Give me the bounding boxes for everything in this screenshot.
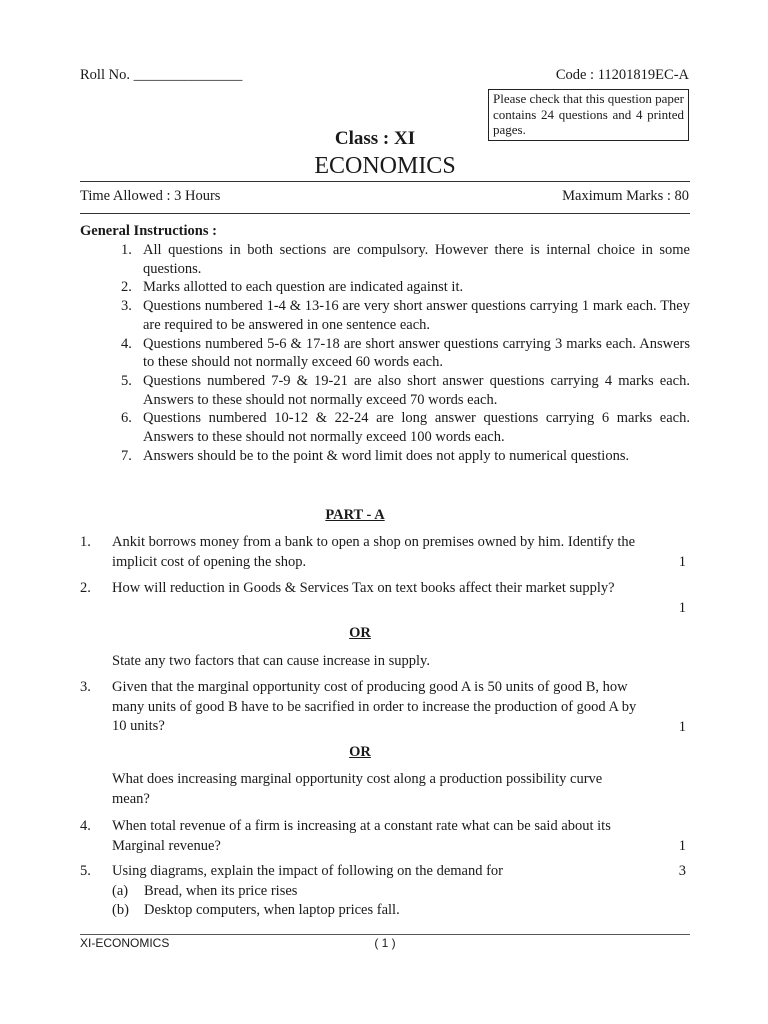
notice-box: Please check that this question paper contains 24 questions and 4 printed pages. (488, 89, 689, 141)
question-2 (80, 579, 690, 616)
question-text: State any two factors that can cause increase in supply. (112, 653, 430, 669)
sub-question-list (112, 882, 639, 921)
question-marks: 1 (678, 719, 686, 735)
instructions-list (80, 241, 690, 465)
question-number: 4. (80, 818, 91, 834)
question-marks: 1 (678, 554, 686, 570)
question-text: What does increasing marginal opportunity cost along a production possibility curve mean? (112, 771, 603, 807)
maximum-marks: Maximum Marks : 80 (562, 188, 689, 204)
header-rule-bottom (80, 213, 690, 214)
question-marks: 1 (678, 600, 686, 616)
question-1 (80, 533, 690, 572)
question-text: Given that the marginal opportunity cost of producing good A is 50 units of good B, how many units of good B have to be sacrified in order to increase the production of good A by 10 units? (112, 679, 637, 734)
part-title: PART - A (325, 507, 385, 523)
question-2-alternative (80, 652, 690, 672)
question-marks: 3 (678, 863, 686, 879)
paper-code: Code : 11201819EC-A (555, 67, 689, 83)
roll-number-field: Roll No. _______________ (80, 67, 243, 83)
class-title: Class : XI (334, 128, 416, 149)
list-item: 4. Questions numbered 5-6 & 17-18 are short answer questions carrying 3 marks each. Answers to these should not normally exceed 60 words each. (121, 335, 690, 371)
time-allowed: Time Allowed : 3 Hours (80, 188, 221, 204)
list-item: 5. Questions numbered 7-9 & 19-21 are also short answer questions carrying 4 marks each. Answers to these should not normally exceed 70 words each. (121, 372, 690, 408)
list-item: 2. Marks allotted to each question are indicated against it. (121, 279, 464, 296)
question-number: 3. (80, 679, 91, 695)
question-text: When total revenue of a firm is increasing at a constant rate what can be said about its Marginal revenue? (112, 818, 611, 854)
footer-rule (80, 934, 690, 935)
question-marks: 1 (678, 838, 686, 854)
header-rule-top (80, 181, 690, 182)
instructions-heading: General Instructions : (80, 223, 217, 239)
question-5 (80, 862, 690, 921)
question-4 (80, 817, 690, 856)
subject-title: ECONOMICS (314, 153, 456, 179)
question-number: 2. (80, 580, 91, 596)
question-3 (80, 678, 690, 737)
list-item: 3. Questions numbered 1-4 & 13-16 are very short answer questions carrying 1 mark each. They are required to be answered in one sentence each. (121, 298, 690, 333)
question-text: How will reduction in Goods & Services Tax on text books affect their market supply? (112, 580, 615, 596)
list-item: 1. All questions in both sections are compulsory. However there is internal choice in some questions. (121, 242, 690, 277)
page-number: ( 1 ) (374, 936, 396, 950)
question-text: Using diagrams, explain the impact of following on the demand for (112, 863, 504, 879)
or-separator: OR (349, 744, 371, 760)
or-separator: OR (349, 625, 371, 641)
question-text: Ankit borrows money from a bank to open a shop on premises owned by him. Identify the implicit cost of opening the shop. (112, 534, 636, 570)
question-number: 5. (80, 863, 91, 879)
question-number: 1. (80, 534, 91, 550)
footer-subject: XI-ECONOMICS (80, 936, 170, 950)
list-item: 6. Questions numbered 10-12 & 22-24 are long answer questions carrying 6 marks each. Answers to these should not normally exceed 100 words each. (121, 410, 690, 446)
question-3-alternative (80, 770, 690, 809)
list-item: (b) Desktop computers, when laptop prices fall. (112, 902, 400, 918)
list-item: 7. Answers should be to the point & word limit does not apply to numerical questions. (121, 447, 630, 464)
list-item: (a) Bread, when its price rises (112, 882, 298, 899)
